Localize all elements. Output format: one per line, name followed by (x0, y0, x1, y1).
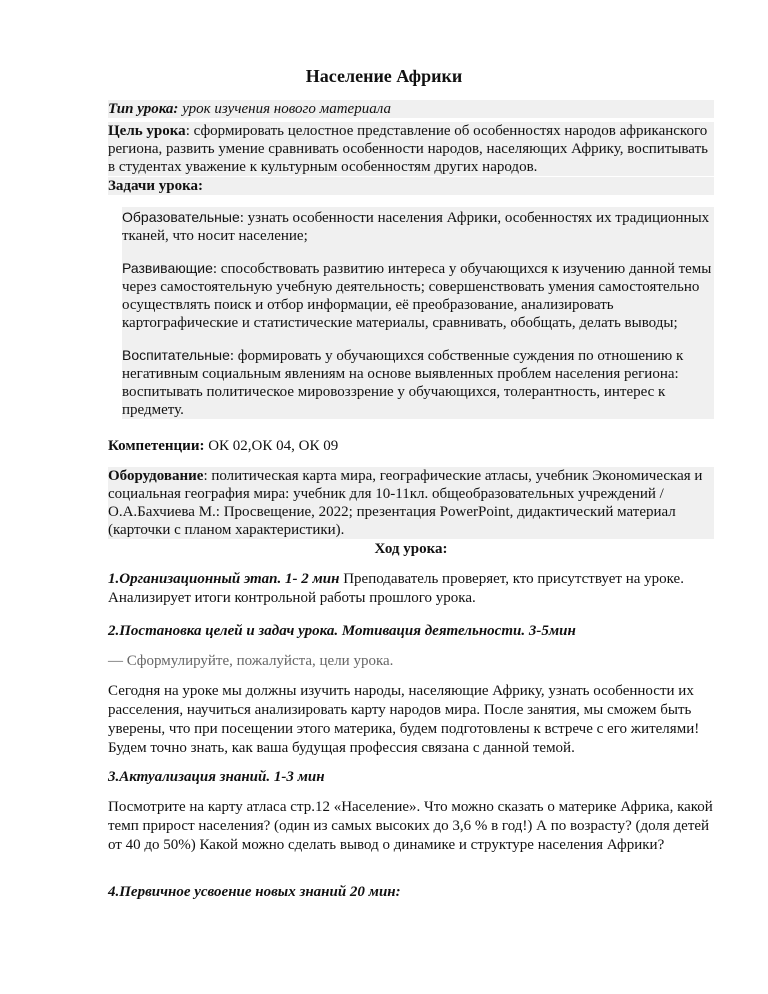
stage-1 (108, 570, 714, 608)
goal-label: Цель урока (108, 123, 186, 139)
course-heading: Ход урока: (374, 541, 448, 557)
lesson-type-value: урок изучения нового материала (178, 101, 391, 117)
stage-4-heading: 4.Первичное усвоение новых знаний 20 мин: (108, 884, 401, 900)
task-educational-text: : узнать особенности населения Африки, особенностях их традиционных тканей, что носит население; (122, 210, 710, 244)
task-educational-label: Образовательные (122, 209, 240, 225)
task-educational (122, 208, 714, 245)
competences-label: Компетенции: (108, 438, 205, 454)
lesson-type-label: Тип урока: (108, 101, 179, 117)
task-developing-label: Развивающие (122, 260, 213, 276)
stage-2-prompt: — Сформулируйте, пожалуйста, цели урока. (108, 653, 394, 669)
stage-2-text: Сегодня на уроке мы должны изучить народы, населяющие Африку, узнать особенности их расселения, научиться анализировать карту народов мира. После занятия, мы сможем быть уверены, что при посещении этого материка, будем подготовлены к встрече с его жителями! Будем точно знать, как ваша будущая профессия связана с данной темой. (108, 683, 700, 756)
competences-value: ОК 02,ОК 04, ОК 09 (204, 438, 339, 454)
goal-text: : сформировать целостное представление об особенностях народов африканского региона, развить умение сравнивать особенности народов, населяющих Африку, воспитывать в студентах уважение к культурным особенностям других народов. (108, 123, 708, 175)
task-upbringing (122, 346, 714, 419)
stage-1-heading: 1.Организационный этап. 1- 2 мин (108, 571, 340, 587)
stage-1-text: Преподаватель проверяет, кто присутствует на уроке. Анализирует итоги контрольной работы прошлого урока. (108, 571, 684, 606)
stage-3-text: Посмотрите на карту атласа стр.12 «Население». Что можно сказать о материке Африка, какой темп прирост населения? (один из самых высоких до 3,6 % в год!) А по возрасту? (доля детей от 40 до 50%) Какой можно сделать вывод о динамике и структуре населения Африки? (108, 799, 713, 853)
stage-3-heading: 3.Актуализация знаний. 1-3 мин (108, 769, 325, 785)
lesson-goal (108, 122, 714, 176)
competences (108, 437, 714, 455)
tasks-heading: Задачи урока: (108, 177, 714, 195)
equipment-label: Оборудование (108, 468, 204, 484)
equipment (108, 467, 714, 539)
task-developing (122, 259, 714, 332)
page-title: Население Африки (305, 66, 463, 86)
task-upbringing-label: Воспитательные (122, 347, 230, 363)
lesson-type (108, 100, 714, 118)
task-upbringing-text: : формировать у обучающихся собственные суждения по отношению к негативным социальным явлениям на основе выявленных проблем населения региона: воспитывать политическое мировоззрение у обучающихся, толерантность, интерес к предмету. (122, 348, 684, 418)
stage-2-heading: 2.Постановка целей и задач урока. Мотивация деятельности. 3-5мин (108, 623, 576, 639)
task-developing-text: : способствовать развитию интереса у обучающихся к изучению данной темы через самостоятельную учебную деятельность; совершенствовать умения самостоятельно осуществлять поиск и отбор информации, её преобразование, анализировать картографические и статистические материалы, сравнивать, обобщать, делать выводы; (122, 261, 712, 331)
equipment-text: : политическая карта мира, географические атласы, учебник Экономическая и социальная география мира: учебник для 10-11кл. общеобразовательных учреждений / О.А.Бахчиева М.: Просвещение, 2022; презентация PowerPoint, дидактический материал (карточки с планом характеристики). (108, 468, 703, 538)
tasks-box (122, 207, 714, 419)
